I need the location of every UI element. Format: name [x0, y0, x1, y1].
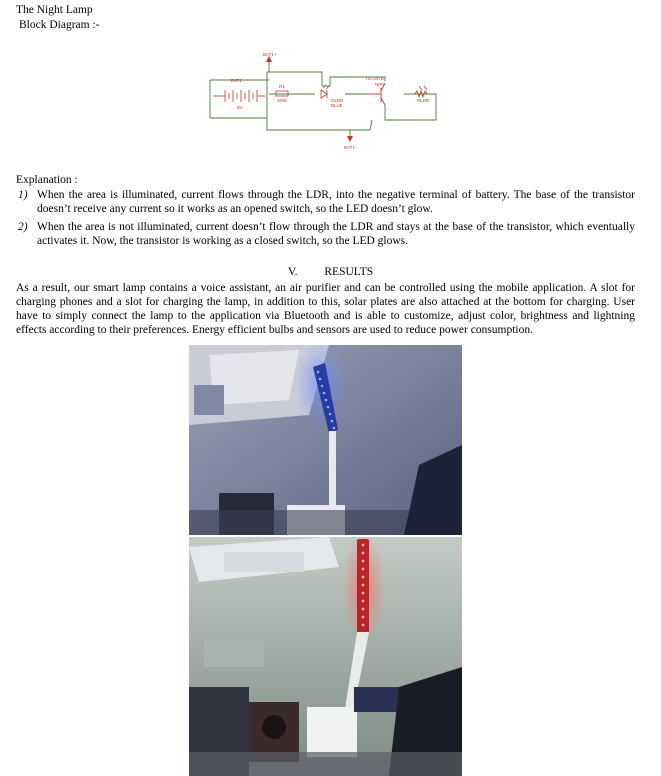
bat-plus-label: BAT1+: [263, 52, 277, 57]
battery-label: BAT1: [231, 78, 242, 83]
ldr-symbol: [415, 86, 427, 97]
resistor-symbol: [276, 91, 288, 96]
section-heading: [0, 265, 661, 279]
transistor-label: TIS 547B: [365, 76, 384, 81]
section-title: RESULTS: [324, 266, 374, 278]
circuit-diagram: [195, 50, 455, 150]
item-text: When the area is illuminated, current flows through the LDR, into the negative terminal of battery. The base of the transistor doesn’t receive any current so it works as an opened switch, so the LED doesn’t glow.: [37, 189, 635, 215]
explanation-item: [18, 220, 635, 248]
ldr-label: RLDR: [417, 98, 430, 103]
section-number: V.: [287, 266, 298, 278]
battery-symbol: [213, 90, 265, 102]
photo-lamp-red: [189, 537, 462, 776]
led-color-label: BLUE: [331, 103, 343, 108]
transistor-type-label: NPN: [375, 82, 385, 87]
explanation-heading: Explanation :: [16, 174, 78, 186]
led-symbol: [321, 85, 329, 98]
bat-minus-arrow-icon: [347, 136, 353, 142]
led-name-label: OLED: [331, 98, 344, 103]
item-text: When the area is not illuminated, current doesn’t flow through the LDR and stays at the base of the transistor, which eventually activates it. Now, the transistor is working as a closed switch, so the LED glows.: [37, 221, 635, 247]
battery-voltage-label: 9V: [237, 105, 243, 110]
block-diagram-label: Block Diagram :-: [19, 19, 100, 31]
resistor-value-label: 100k: [277, 98, 287, 103]
results-paragraph: As a result, our smart lamp contains a voice assistant, an air purifier and can be controlled using the mobile application. A slot for charging phones and a slot for charging the lamp, in addition to this, solar plates are also attached at the bottom for charging. User have to simply connect the lamp to the application via Bluetooth and is able to customize, adjust color, brightness and lightning effects according to their preferences. Energy efficient bulbs and sensors are used to reduce power consumption.: [16, 282, 635, 336]
bat-minus-label: BAT1-: [344, 145, 357, 150]
item-number: 1): [18, 189, 28, 201]
resistor-label: R1: [279, 84, 285, 89]
lamp-title: The Night Lamp: [16, 4, 93, 16]
explanation-item: [18, 188, 635, 216]
item-number: 2): [18, 221, 28, 233]
photo-lamp-blue: [189, 345, 462, 535]
